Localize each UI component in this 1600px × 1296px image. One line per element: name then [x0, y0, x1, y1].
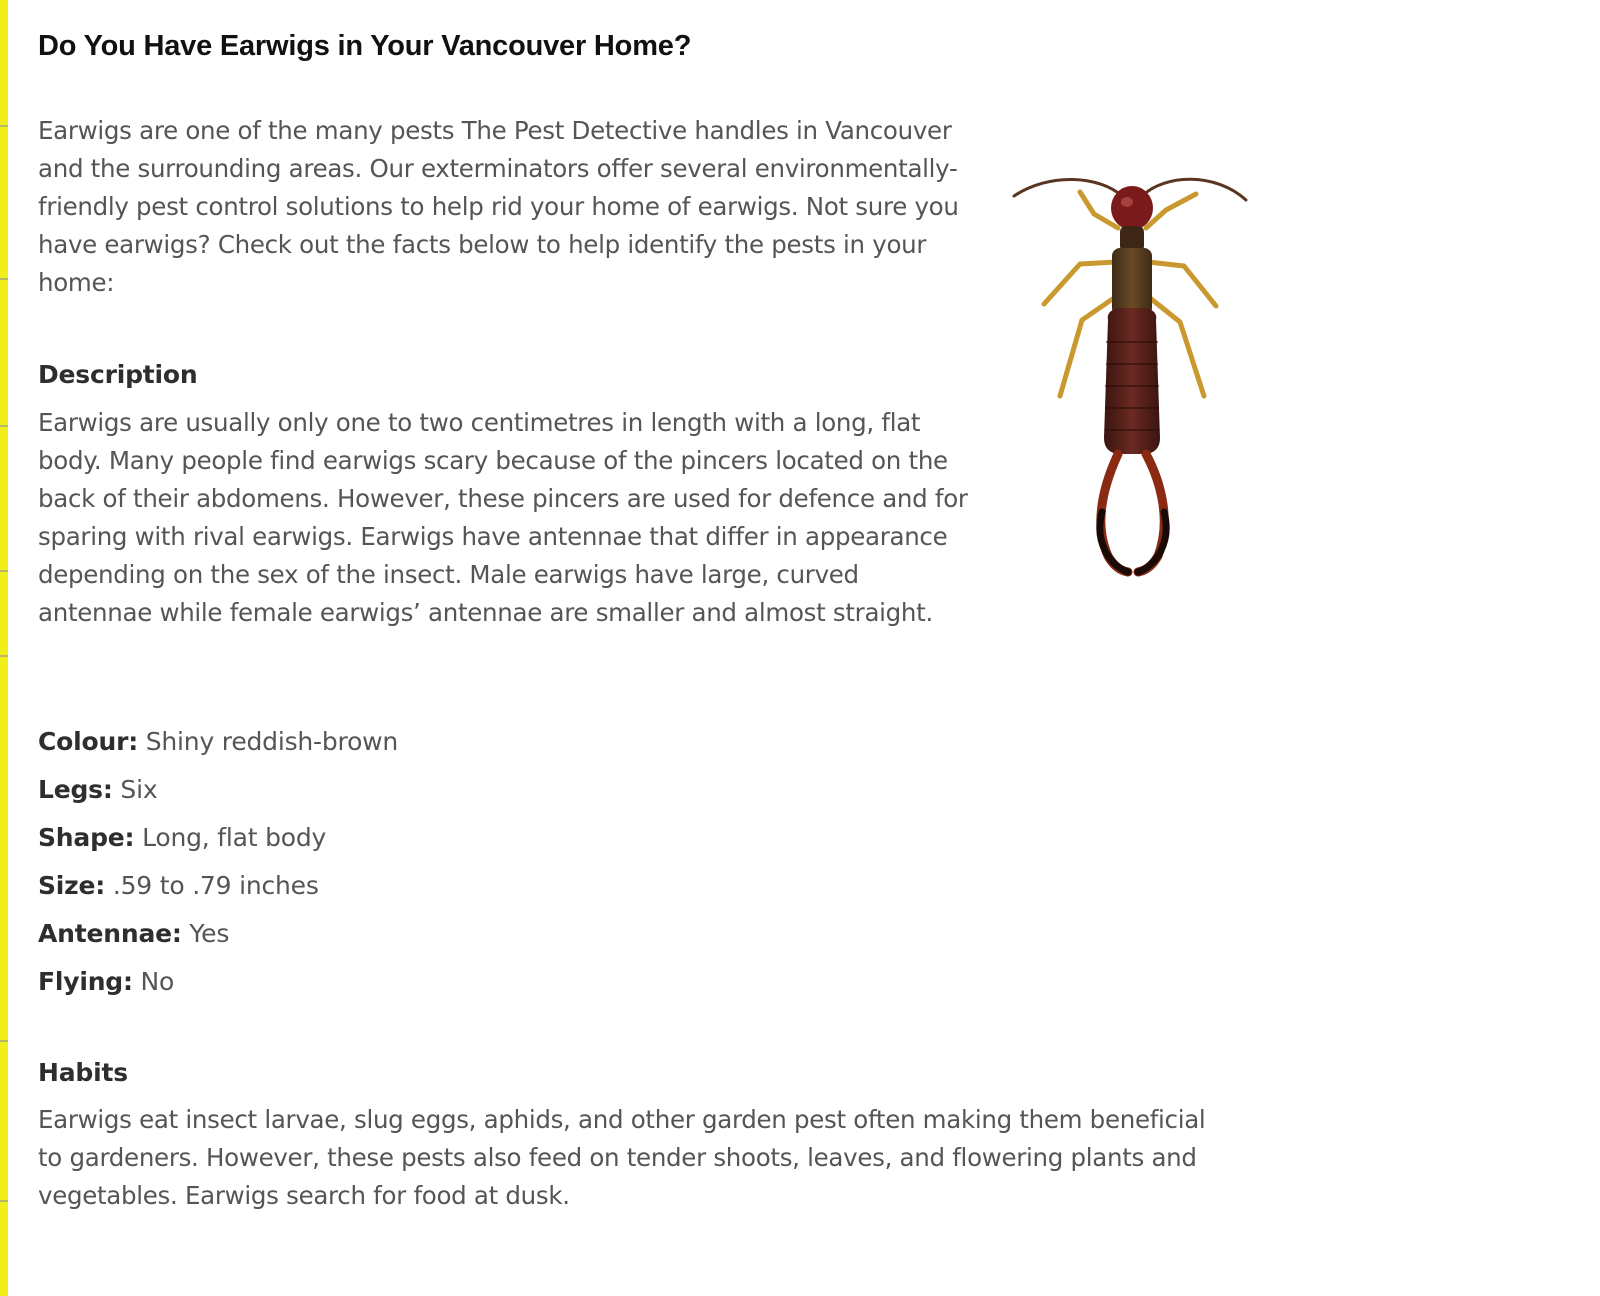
fact-label: Size: [38, 871, 106, 900]
bar-tick [0, 278, 8, 280]
fact-value: Yes [181, 919, 230, 948]
fact-value: .59 to .79 inches [105, 871, 319, 900]
bar-tick [0, 570, 8, 572]
fact-label: Flying: [38, 967, 133, 996]
fact-label: Colour: [38, 727, 138, 756]
facts-list [38, 723, 398, 1011]
fact-shape [38, 819, 398, 867]
fact-antennae [38, 915, 398, 963]
bar-tick [0, 425, 8, 427]
description-paragraph: Earwigs are usually only one to two centimetres in length with a long, flat body. Many people find earwigs scary because of the pincers located on the back of their abdomens. However, these pincers are used for defence and for sparing with rival earwigs. Earwigs have antennae that differ in appearance depending on the sex of the insect. Male earwigs have large, curved antennae while female earwigs’ antennae are smaller and almost straight. [38, 408, 968, 627]
fact-colour [38, 723, 398, 771]
earwig-illustration-icon [1010, 170, 1260, 590]
bar-tick [0, 655, 8, 657]
fact-value: Six [112, 775, 158, 804]
intro-paragraph: Earwigs are one of the many pests The Pest Detective handles in Vancouver and the surrounding areas. Our exterminators offer several environmentally-friendly pest control solutions to help rid your home of earwigs. Not sure you have earwigs? Check out the facts below to help identify the pests in your home: [38, 116, 959, 297]
fact-label: Shape: [38, 823, 135, 852]
page-title: Do You Have Earwigs in Your Vancouver Home? [38, 30, 692, 62]
fact-legs [38, 771, 398, 819]
fact-size [38, 867, 398, 915]
habits-heading: Habits [38, 1058, 128, 1087]
fact-value: Shiny reddish-brown [138, 727, 399, 756]
bar-tick [0, 1200, 8, 1202]
habits-paragraph: Earwigs eat insect larvae, slug eggs, aphids, and other garden pest often making them beneficial to gardeners. However, these pests also feed on tender shoots, leaves, and flowering plants and vegetables. Earwigs search for food at dusk. [38, 1105, 1206, 1210]
bar-tick [0, 1040, 8, 1042]
bar-tick [0, 125, 8, 127]
description-heading: Description [38, 360, 198, 389]
left-accent-bar [0, 0, 8, 1296]
fact-label: Antennae: [38, 919, 182, 948]
fact-value: Long, flat body [134, 823, 327, 852]
fact-value: No [132, 967, 175, 996]
fact-flying [38, 963, 398, 1011]
fact-label: Legs: [38, 775, 113, 804]
